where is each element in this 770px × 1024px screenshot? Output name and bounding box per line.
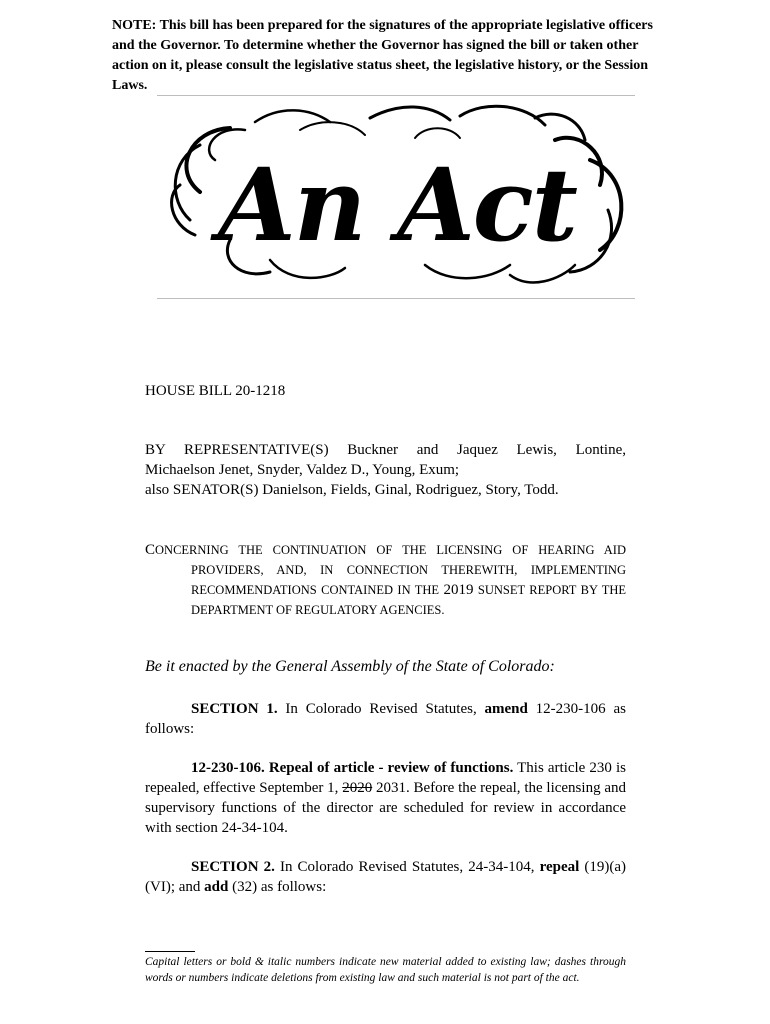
concerning-cap-letter: C — [145, 542, 156, 558]
bottom-divider — [157, 298, 635, 299]
an-act-logo — [160, 100, 634, 296]
footnote: Capital letters or bold & italic numbers indicate new material added to existing law; dashes through words or numbers indicate deletions from existing law and such material is not part of the act. — [145, 956, 626, 984]
footnote-divider — [145, 951, 195, 952]
statute-section — [145, 758, 626, 838]
section-1 — [145, 699, 626, 739]
concerning-line-3 — [191, 580, 626, 600]
sponsors-line-3: also SENATOR(S) Danielson, Fields, Ginal, Rodriguez, Story, Todd. — [145, 482, 559, 498]
statute-text-after: 2031. Before the repeal, the licensing and supervisory functions of the director are scheduled for review in accordance with section 24-34-104. — [145, 780, 626, 836]
concerning-line-2: PROVIDERS, AND, IN CONNECTION THEREWITH, IMPLEMENTING — [191, 563, 626, 577]
sponsors-line-2: Michaelson Jenet, Snyder, Valdez D., Young, Exum; — [145, 462, 460, 478]
section-2-text-after: (32) as follows: — [228, 879, 327, 895]
concerning-line-3-before: RECOMMENDATIONS CONTAINED IN THE — [191, 583, 444, 597]
statute-heading: 12-230-106. Repeal of article - review of functions. — [191, 760, 514, 776]
section-2-text-before: In Colorado Revised Statutes, 24-34-104, — [274, 859, 540, 875]
signature-note: NOTE: This bill has been prepared for the signatures of the appropriate legislative officers and the Governor. To determine whether the Governor has signed the bill or taken other action on it, please consult the legislative status sheet, the legislative history, or the Session Laws. — [112, 18, 653, 93]
bill-number: HOUSE BILL 20-1218 — [145, 383, 286, 399]
sponsors-line-1: BY REPRESENTATIVE(S) Buckner and Jaquez Lewis, Lontine, — [145, 442, 626, 458]
statute-deleted-year: 2020 — [342, 780, 373, 796]
section-1-text-before: In Colorado Revised Statutes, — [277, 701, 485, 717]
section-1-text-after: 12-230-106 as follows: — [145, 701, 626, 737]
section-2-heading: SECTION 2. — [191, 859, 275, 875]
sponsors-block — [145, 440, 626, 500]
section-2 — [145, 857, 626, 897]
section-2-action-add: add — [204, 879, 229, 895]
concerning-line-1-text: ONCERNING THE CONTINUATION OF THE LICENSING OF HEARING AID — [155, 543, 626, 557]
concerning-clause — [145, 540, 626, 620]
enacting-clause: Be it enacted by the General Assembly of the State of Colorado: — [145, 658, 555, 675]
section-2-text-middle: (19)(a)(VI); and — [145, 859, 627, 895]
concerning-line-3-after: SUNSET REPORT BY THE — [473, 583, 626, 597]
concerning-year: 2019 — [443, 582, 474, 598]
section-2-action-repeal: repeal — [539, 859, 580, 875]
an-act-logo-text: An Act — [218, 146, 576, 264]
statute-text-before: This article 230 is repealed, effective September 1, — [145, 760, 626, 796]
section-1-action: amend — [484, 701, 528, 717]
concerning-line-1 — [145, 540, 626, 560]
top-divider — [157, 95, 635, 96]
section-1-heading: SECTION 1. — [191, 701, 278, 717]
concerning-line-4: DEPARTMENT OF REGULATORY AGENCIES. — [191, 603, 445, 617]
